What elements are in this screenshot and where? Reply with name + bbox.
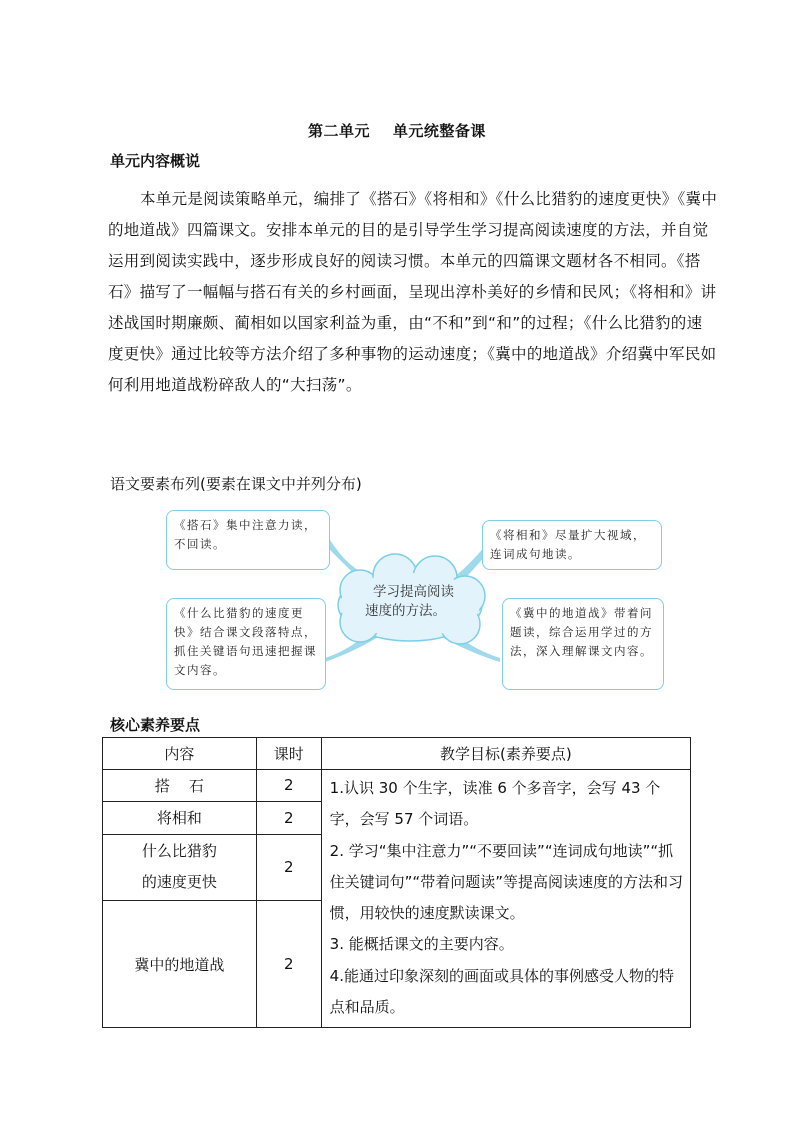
section-heading-core: 核心素养要点 — [110, 716, 201, 734]
center-line-2: 速度的方法。 — [365, 603, 446, 619]
goal-3: 3. 能概括课文的主要内容。 — [329, 935, 514, 954]
table-header-row — [103, 738, 691, 770]
center-line-1: 学习提高阅读 — [373, 584, 454, 600]
row-hours: 2 — [256, 834, 321, 901]
overview-paragraph — [108, 184, 718, 401]
section-heading-overview: 单元内容概说 — [110, 152, 201, 170]
box-bottom-right: 《冀中的地道战》带着问题读，综合运用学过的方法，深入理解课文内容。 — [502, 598, 664, 690]
row-hours: 2 — [256, 901, 321, 1028]
row-hours: 2 — [256, 770, 321, 802]
row-content: 冀中的地道战 — [103, 901, 257, 1028]
row-content — [103, 834, 257, 901]
row-content: 搭 石 — [103, 770, 257, 802]
header-hours: 课时 — [256, 738, 321, 770]
box-top-left: 《搭石》集中注意力读，不回读。 — [166, 510, 330, 570]
row-content: 将相和 — [103, 801, 257, 834]
header-content: 内容 — [103, 738, 257, 770]
row-content-line-2: 的速度更快 — [141, 873, 217, 892]
header-goals: 教学目标(素养要点) — [321, 738, 690, 770]
section-heading-elements: 语文要素布列(要素在课文中并列分布) — [110, 475, 362, 493]
box-top-right: 《将相和》尽量扩大视域，连词成句地读。 — [482, 520, 662, 570]
center-cloud-text — [365, 583, 454, 621]
row-content-line-1: 什么比猎豹 — [141, 842, 217, 861]
mind-map — [160, 510, 670, 695]
goal-4: 4.能通过印象深刻的画面或具体的事例感受人物的特点和品质。 — [329, 966, 674, 1017]
core-table — [102, 737, 691, 1028]
goal-2: 2. 学习“集中注意力”“不要回读”“连词成句地读”“抓住关键词句”“带着问题读”等提高阅读速度的方法和习惯，用较快的速度默读课文。 — [329, 841, 683, 923]
goals-cell — [321, 770, 690, 1028]
box-bottom-left: 《什么比猎豹的速度更快》结合课文段落特点，抓住关键语句迅速把握课文内容。 — [166, 598, 326, 690]
page-title: 第二单元 单元统整备课 — [308, 122, 486, 140]
table-row — [103, 770, 691, 802]
row-hours: 2 — [256, 801, 321, 834]
goal-1: 1.认识 30 个生字，读准 6 个多音字，会写 43 个字，会写 57 个词语。 — [329, 779, 661, 829]
overview-text: 本单元是阅读策略单元，编排了《搭石》《将相和》《什么比猎豹的速度更快》《冀中的地道战》四篇课文。安排本单元的目的是引导学生学习提高阅读速度的方法，并自觉运用到阅读实践中，逐步形成良好的阅读习惯。本单元的四篇课文题材各不相同。《搭石》描写了一幅幅与搭石有关的乡村画面，呈现出淳朴美好的乡情和民风；《将相和》讲述战国时期廉颇、蔺相如以国家利益为重，由“不和”到“和”的过程；《什么比猎豹的速度更快》通过比较等方法介绍了多种事物的运动速度；《冀中的地道战》介绍冀中军民如何利用地道战粉碎敌人的“大扫荡”。 — [108, 190, 718, 394]
